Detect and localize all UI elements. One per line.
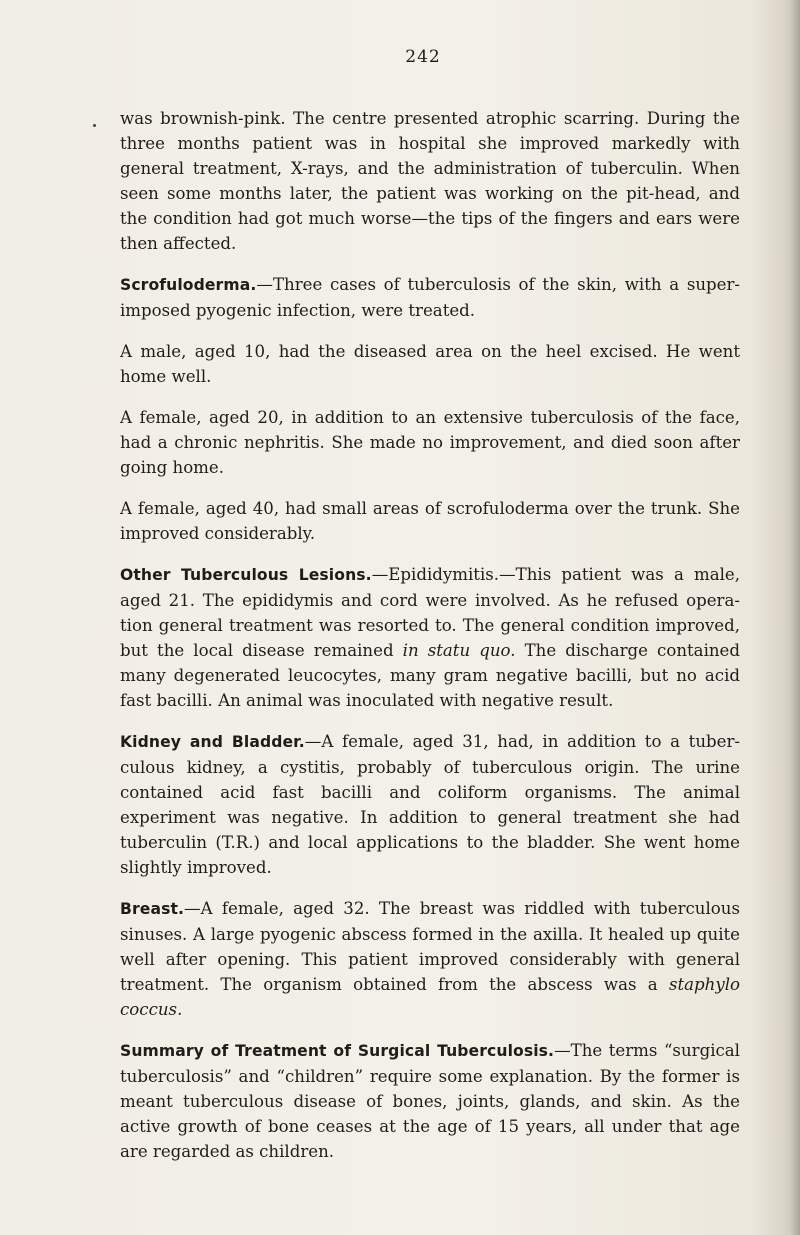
paragraph-continuation — [120, 106, 740, 256]
latin-phrase: in statu quo. — [402, 641, 516, 660]
page-edge-shadow — [790, 0, 800, 1235]
section-heading-summary: Summary of Treatment of Surgical Tuberculosis. — [120, 1042, 555, 1060]
paragraph-other-tuberculous-lesions — [120, 562, 740, 713]
paragraph-text: —The terms “surgical tuberculosis” and “children” require some explanation. By the former is meant tuberculous disease of bones, joints, glands, and skin. As the active growth of bone ceases at the age of 15 years, all under that age are regarded as children. — [120, 1041, 740, 1161]
paragraph-text: A female, aged 20, in addition to an extensive tuberculosis of the face, had a chronic nephritis. She made no improvement, and died soon after going home. — [120, 408, 740, 477]
paragraph-text: The discharge contained many degenerated leucocytes, many gram negative bacilli, but no acid fast bacilli. An animal was inoculated with negative result. — [120, 641, 741, 710]
paragraph-text: was brownish-pink. The centre presented atrophic scarring. During the three months patient was in hospital she improved markedly with general treatment, X-rays, and the administration of tuberculin. When seen some months later, the patient was working on the pit-head, and the condition had got much worse—the tips of the fingers and ears were then affected. — [120, 109, 740, 253]
paragraph-text: A female, aged 40, had small areas of scrofuloderma over the trunk. She improved considerably. — [120, 499, 740, 543]
section-heading-kidney-bladder: Kidney and Bladder. — [120, 733, 305, 751]
section-heading-other-lesions: Other Tuberculous Lesions. — [120, 566, 372, 584]
paragraph-text: —A female, aged 32. The breast was riddled with tuberculous sinuses. A large pyogenic abscess formed in the axilla. It healed up quite well after opening. This patient improved considerably with general treatment. The organism obtained from the abscess was a — [120, 899, 740, 994]
margin-dot — [93, 124, 96, 127]
paragraph-scrofuloderma — [120, 272, 740, 323]
page-number: 242 — [405, 47, 441, 67]
paragraph-case-female-20 — [120, 405, 740, 480]
paragraph-summary — [120, 1038, 740, 1164]
paragraph-text: A male, aged 10, had the diseased area on the heel excised. He went home well. — [120, 342, 740, 386]
paragraph-case-female-40 — [120, 496, 740, 546]
page-body — [120, 106, 740, 1180]
paragraph-text: —Epididymitis.—This patient was a male, aged 21. The epididymis and cord were involved. As he refused opera-tion general treatment was resorted to. The general condition improved, but the local disease remained — [120, 565, 741, 660]
paragraph-text: —Three cases of tuberculosis of the skin, with a super-imposed pyogenic infection, were treated. — [120, 275, 740, 320]
paragraph-breast — [120, 896, 740, 1022]
paragraph-kidney-bladder — [120, 729, 740, 880]
organism-name: staphylo coccus. — [120, 975, 740, 1019]
paragraph-text: —A female, aged 31, had, in addition to a tuber-culous kidney, a cystitis, probably of tuberculous origin. The urine contained acid fast bacilli and coliform organisms. The animal experiment was negative. In addition to general treatment she had tuberculin (T.R.) and local applications to the bladder. She went home slightly improved. — [120, 732, 740, 877]
section-heading-scrofuloderma: Scrofuloderma. — [120, 276, 257, 294]
section-heading-breast: Breast. — [120, 900, 185, 918]
paragraph-case-male-10 — [120, 339, 740, 389]
